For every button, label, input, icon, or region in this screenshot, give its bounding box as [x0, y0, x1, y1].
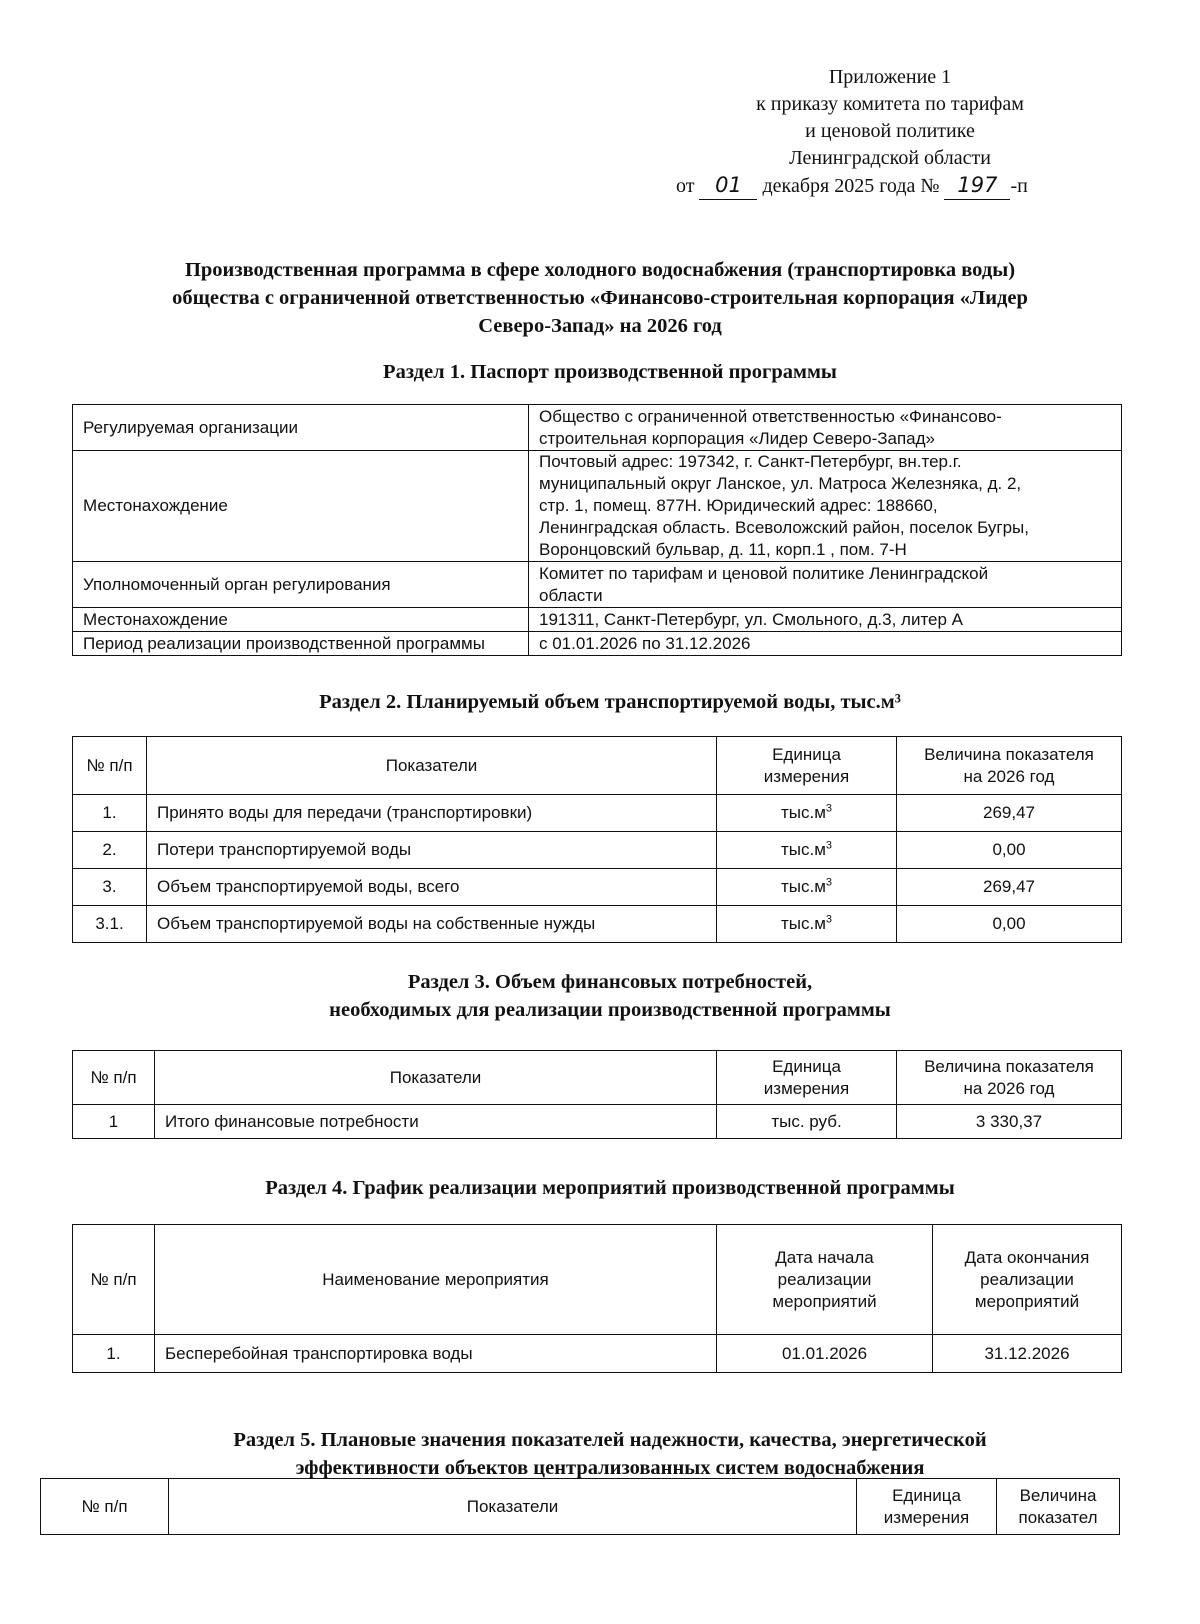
- table-header-row: [73, 737, 1122, 795]
- row-unit: тыс. руб.: [717, 1105, 897, 1139]
- row-indicator: Итого финансовые потребности: [155, 1105, 717, 1139]
- table-row: [73, 608, 1122, 632]
- financial-needs-table: [72, 1050, 1122, 1139]
- table-row: [73, 795, 1122, 832]
- row-value: 269,47: [897, 795, 1122, 832]
- col-header-event-name: Наименование мероприятия: [155, 1225, 717, 1335]
- header-line: Единица: [892, 1485, 961, 1505]
- col-header-indicators: Показатели: [155, 1051, 717, 1105]
- header-line: показател: [1018, 1507, 1098, 1527]
- appendix-label: Приложение 1: [828, 66, 952, 88]
- order-prefix: от: [676, 175, 695, 197]
- table-row: [73, 832, 1122, 869]
- water-volume-table: [72, 736, 1122, 943]
- passport-value: 191311, Санкт-Петербург, ул. Смольного, д.3, литер А: [529, 608, 1122, 632]
- passport-table: [72, 404, 1122, 656]
- passport-label: Уполномоченный орган регулирования: [73, 562, 529, 608]
- table-row: [73, 632, 1122, 656]
- unit-text: тыс.м: [780, 914, 826, 933]
- table-row: [73, 906, 1122, 943]
- order-line-4: Ленинградской области: [789, 147, 991, 169]
- col-header-num: № п/п: [41, 1479, 169, 1535]
- section1-heading: Раздел 1. Паспорт производственной программы: [383, 361, 837, 383]
- value-line: строительная корпорация «Лидер Северо-Запад»: [539, 428, 936, 448]
- table-row: [73, 405, 1122, 451]
- order-number: 197: [944, 172, 1010, 200]
- unit-sup: 3: [825, 876, 833, 889]
- section3-heading-line-2: необходимых для реализации производственной программы: [329, 999, 891, 1021]
- col-header-num: № п/п: [73, 737, 147, 795]
- title-line-1: Производственная программа в сфере холодного водоснабжения (транспортировка воды): [184, 259, 1016, 281]
- passport-value: [529, 562, 1122, 608]
- passport-label: Местонахождение: [73, 608, 529, 632]
- col-header-value: [997, 1479, 1120, 1535]
- table-row: [73, 562, 1122, 608]
- row-indicator: Объем транспортируемой воды на собственные нужды: [147, 906, 717, 943]
- section3-heading: [60, 968, 1160, 1024]
- row-num: 3.: [73, 869, 147, 906]
- header-line: измерения: [763, 766, 850, 786]
- col-header-indicators: Показатели: [169, 1479, 857, 1535]
- header-line: Величина показателя: [924, 744, 1094, 764]
- col-header-value: [897, 737, 1122, 795]
- header-line: на 2026 год: [963, 1078, 1055, 1098]
- order-line-3: и ценовой политике: [805, 120, 975, 142]
- row-num: 2.: [73, 832, 147, 869]
- order-month-year: декабря 2025 года №: [762, 175, 940, 197]
- passport-label: Регулируемая организации: [73, 405, 529, 451]
- header-line: реализации: [777, 1269, 872, 1289]
- table-row: [73, 869, 1122, 906]
- order-reference: [676, 64, 1100, 200]
- order-suffix: -п: [1010, 175, 1028, 197]
- row-indicator: Принято воды для передачи (транспортировки): [147, 795, 717, 832]
- header-line: измерения: [763, 1078, 850, 1098]
- row-num: 1: [73, 1105, 155, 1139]
- header-line: на 2026 год: [963, 766, 1055, 786]
- header-line: мероприятий: [772, 1291, 877, 1311]
- program-title: [60, 256, 1140, 340]
- value-line: Общество с ограниченной ответственностью «Финансово-: [539, 406, 1002, 426]
- col-header-num: № п/п: [73, 1051, 155, 1105]
- unit-text: тыс.м: [780, 877, 826, 896]
- row-num: 1.: [73, 795, 147, 832]
- passport-label: Период реализации производственной программы: [73, 632, 529, 656]
- row-value: 3 330,37: [897, 1105, 1122, 1139]
- section5-heading-line-2: эффективности объектов централизованных систем водоснабжения: [295, 1457, 925, 1479]
- col-header-unit: [717, 1051, 897, 1105]
- value-line: области: [539, 585, 603, 605]
- table-header-row: [73, 1225, 1122, 1335]
- value-line: Воронцовский бульвар, д. 11, корп.1 , пом. 7-Н: [539, 540, 907, 559]
- unit-sup: 3: [825, 913, 833, 926]
- passport-value: [529, 405, 1122, 451]
- header-line: Величина показателя: [924, 1056, 1094, 1076]
- value-line: стр. 1, помещ. 877Н. Юридический адрес: 188660,: [539, 496, 938, 515]
- col-header-unit: [717, 737, 897, 795]
- unit-text: тыс.м: [780, 803, 826, 822]
- row-end-date: 31.12.2026: [933, 1335, 1122, 1373]
- col-header-num: № п/п: [73, 1225, 155, 1335]
- table-header-row: [41, 1479, 1120, 1535]
- row-num: 1.: [73, 1335, 155, 1373]
- passport-value: [529, 451, 1122, 562]
- col-header-end-date: [933, 1225, 1122, 1335]
- passport-value: с 01.01.2026 по 31.12.2026: [529, 632, 1122, 656]
- header-line: Дата окончания: [964, 1247, 1090, 1267]
- row-unit: [717, 832, 897, 869]
- table-row: [73, 451, 1122, 562]
- section5-heading: [60, 1426, 1160, 1482]
- section4-heading: Раздел 4. График реализации мероприятий производственной программы: [265, 1177, 955, 1199]
- row-unit: [717, 906, 897, 943]
- value-line: Комитет по тарифам и ценовой политике Ленинградской: [539, 563, 989, 583]
- header-line: Единица: [772, 1056, 841, 1076]
- section2-heading: Раздел 2. Планируемый объем транспортируемой воды, тыс.м³: [319, 691, 901, 713]
- title-line-3: Северо-Запад» на 2026 год: [478, 315, 722, 337]
- row-event-name: Бесперебойная транспортировка воды: [155, 1335, 717, 1373]
- col-header-indicators: Показатели: [147, 737, 717, 795]
- unit-text: тыс.м: [780, 840, 826, 859]
- value-line: Почтовый адрес: 197342, г. Санкт-Петербург, вн.тер.г.: [539, 452, 962, 471]
- col-header-value: [897, 1051, 1122, 1105]
- row-start-date: 01.01.2026: [717, 1335, 933, 1373]
- row-value: 269,47: [897, 869, 1122, 906]
- row-unit: [717, 795, 897, 832]
- table-row: [73, 1335, 1122, 1373]
- unit-sup: 3: [825, 802, 833, 815]
- title-line-2: общества с ограниченной ответственностью «Финансово-строительная корпорация «Лидер: [172, 287, 1028, 309]
- row-indicator: Объем транспортируемой воды, всего: [147, 869, 717, 906]
- col-header-start-date: [717, 1225, 933, 1335]
- table-header-row: [73, 1051, 1122, 1105]
- col-header-unit: [857, 1479, 997, 1535]
- header-line: мероприятий: [974, 1291, 1080, 1311]
- header-line: Величина: [1019, 1485, 1097, 1505]
- order-date-number: [676, 172, 1100, 200]
- row-num: 3.1.: [73, 906, 147, 943]
- row-value: 0,00: [897, 832, 1122, 869]
- order-day: 01: [699, 172, 757, 200]
- header-line: измерения: [883, 1507, 970, 1527]
- indicators-table: [40, 1478, 1120, 1535]
- order-line-2: к приказу комитета по тарифам: [756, 93, 1024, 115]
- table-row: [73, 1105, 1122, 1139]
- value-line: муниципальный округ Ланское, ул. Матроса Железняка, д. 2,: [539, 474, 1022, 493]
- schedule-table: [72, 1224, 1122, 1373]
- value-line: Ленинградская область. Всеволожский район, поселок Бугры,: [539, 518, 1029, 537]
- section5-heading-line-1: Раздел 5. Плановые значения показателей надежности, качества, энергетической: [233, 1429, 987, 1451]
- unit-sup: 3: [825, 839, 833, 852]
- header-line: Дата начала: [775, 1247, 874, 1267]
- row-indicator: Потери транспортируемой воды: [147, 832, 717, 869]
- section3-heading-line-1: Раздел 3. Объем финансовых потребностей,: [407, 971, 813, 993]
- row-unit: [717, 869, 897, 906]
- passport-label: Местонахождение: [73, 451, 529, 562]
- header-line: реализации: [980, 1269, 1074, 1289]
- row-value: 0,00: [897, 906, 1122, 943]
- header-line: Единица: [772, 744, 841, 764]
